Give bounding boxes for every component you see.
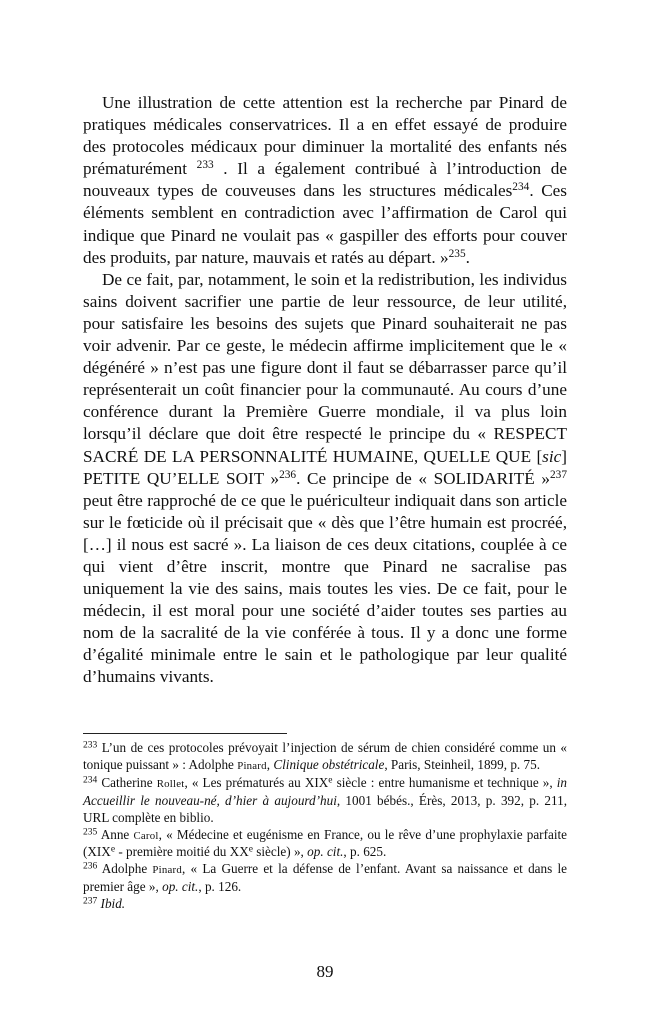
footnote-text: , p. 625. — [343, 844, 387, 860]
footnote-text: , Paris, Steinheil, 1899, p. 75. — [384, 756, 541, 772]
footnotes — [83, 740, 567, 913]
title-italic: Clinique obstétricale — [273, 756, 385, 772]
text-run: ] PETITE QU’ELLE SOIT » — [83, 446, 567, 488]
text-run: . — [465, 247, 470, 267]
century-superscript: e — [248, 845, 253, 856]
footnote-text: , 1001 bébés., Érès, 2013, p. 392, p. 211, URL complète en biblio. — [83, 792, 567, 825]
footnote-text: , « La Guerre et la défense de l’enfant. Avant sa naissance et dans le premier âge », — [83, 861, 568, 895]
text-run: . Ce principe de « SOLIDARITÉ » — [296, 468, 550, 488]
footnote-separator — [83, 733, 287, 734]
footnote-number: 234 — [83, 775, 98, 786]
century-superscript: e — [328, 775, 333, 786]
footnote-number: 237 — [83, 896, 98, 907]
author-smallcaps: Pinard — [152, 864, 182, 877]
main-text — [83, 92, 567, 689]
footnote-237 — [83, 896, 567, 913]
footnote-235 — [83, 827, 567, 862]
footnote-text: Catherine — [97, 774, 157, 790]
ibid-italic: Ibid. — [100, 896, 126, 912]
footnote-text: , p. 126. — [198, 879, 242, 895]
footnote-text: Adolphe — [97, 861, 153, 877]
footnote-text: - première moitié du XX — [115, 844, 249, 860]
footnote-233 — [83, 740, 567, 775]
author-smallcaps: Carol — [133, 829, 159, 842]
footnote-236 — [83, 861, 567, 896]
footnote-text: L’un de ces protocoles prévoyait l’injection de sérum de chien considéré comme un « tonique puissant » : Adolphe — [83, 740, 567, 772]
paragraph-1 — [83, 92, 567, 269]
footnote-ref-236[interactable]: 236 — [279, 468, 297, 481]
footnote-ref-234[interactable]: 234 — [512, 181, 530, 194]
footnote-text: siècle) », — [252, 844, 308, 860]
sic-italic: sic — [542, 446, 562, 466]
footnote-ref-237[interactable]: 237 — [549, 468, 567, 481]
opcit-italic: op. cit. — [162, 879, 199, 895]
paragraph-2 — [83, 269, 567, 689]
title-italic: in Accueillir le nouveau-né, d’hier à aujourd’hui — [83, 774, 568, 808]
text-run: . Ces éléments semblent en contradiction avec l’affirmation de Carol qui indique que Pinard ne voulait pas « gaspiller des efforts pour couver des produits, par nature, mauvais et ratés au départ. » — [83, 181, 567, 267]
footnote-number: 233 — [83, 740, 98, 751]
footnote-number: 235 — [83, 827, 98, 838]
author-smallcaps: Rollet — [156, 777, 185, 790]
footnote-text: , « Médecine et eugénisme en France, ou le rêve d’une prophylaxie parfaite (XIX — [83, 826, 568, 860]
footnote-text: Anne — [97, 826, 134, 842]
text-run: Une illustration de cette attention est la recherche par Pinard de pratiques médicales conservatrices. Il a en effet essayé de produire des protocoles médicaux pour diminuer la mortalité des enfants nés prématurément — [83, 93, 567, 179]
page-number: 89 — [316, 962, 334, 981]
footnote-number: 236 — [83, 862, 98, 873]
footnote-text: , — [266, 756, 274, 772]
text-run: peut être rapproché de ce que le puériculteur indiquait dans son article sur le fœticide où il précisait que « dès que l’être humain est procréé, […] il nous est sacré ». La liaison de ces deux citations, couplée à ce qui vient d’être inscrit, montre que Pinard ne sacralise pas uniquement la vie des sains, mais toutes les vies. De ce fait, pour le médecin, il est moral pour une société d’aider toutes ses parties au nom de la sacralité de la vie conférée à tous. Il y a donc une forme d’égalité minimale entre le sain et le pathologique par leur qualité d’humains vivants. — [83, 490, 567, 687]
century-superscript: e — [110, 845, 116, 856]
text-run: . Il a également contribué à l’introduction de nouveaux types de couveuses dans les structures médicales — [83, 159, 567, 201]
author-smallcaps: Pinard — [237, 759, 267, 772]
footnote-ref-233[interactable]: 233 — [196, 159, 214, 172]
opcit-italic: op. cit. — [307, 844, 344, 860]
text-run: De ce fait, par, notamment, le soin et la redistribution, les individus sains doivent sacrifier une partie de leur ressource, de leur utilité, pour satisfaire les besoins des sujets que Pinard souhaiterait ne pas voir advenir. Par ce geste, le médecin affirme implicitement que le « dégénéré » n’est pas une figure dont il faut se débarrasser parce qu’il représenterait un coût financier pour la communauté. Au cours d’une conférence durant la Première Guerre mondiale, il va plus loin lorsqu’il déclare que doit être respecté le principe du « RESPECT SACRÉ DE LA PERSONNALITÉ HUMAINE, QUELLE QUE [ — [83, 269, 567, 466]
footnote-text: siècle : entre humanisme et technique », — [332, 774, 557, 790]
footnote-234 — [83, 775, 567, 827]
footnote-ref-235[interactable]: 235 — [448, 247, 466, 260]
footnote-text: , « Les prématurés au XIX — [184, 774, 329, 790]
